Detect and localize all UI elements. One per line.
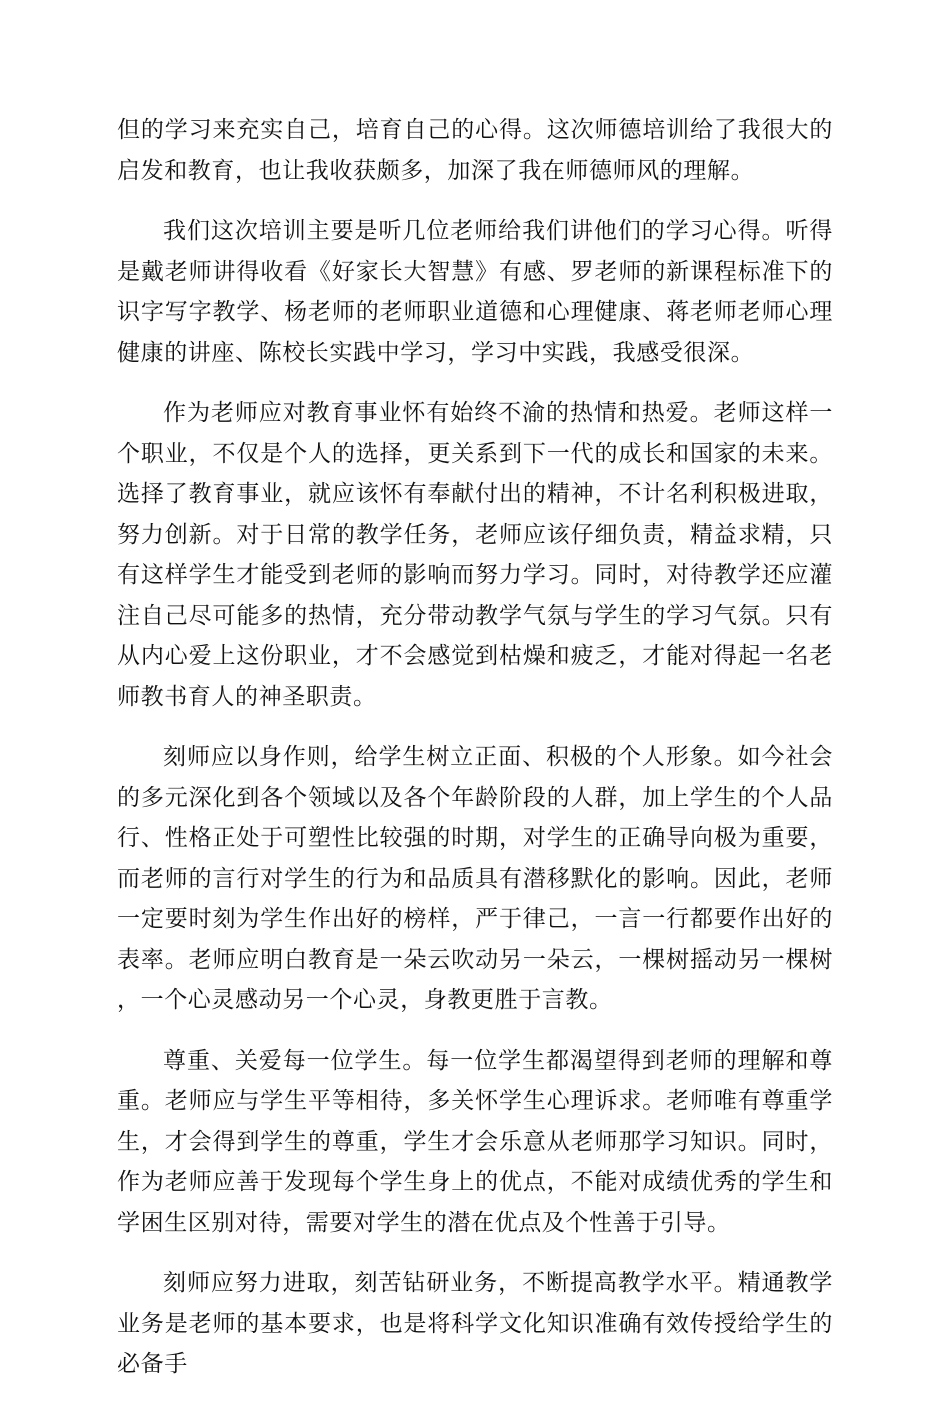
paragraph-lead-by-example: 刻师应以身作则，给学生树立正面、积极的个人形象。如今社会的多元深化到各个领域以及各个年龄阶段的人群，加上学生的个人品行、性格正处于可塑性比较强的时期，对学生的正确导向极为重要，而老师的言行对学生的行为和品质具有潜移默化的影响。因此，老师一定要时刻为学生作出好的榜样，严于律己，一言一行都要作出好的表率。老师应明白教育是一朵云吹动另一朵云，一棵树摇动另一棵树，一个心灵感动另一个心灵，身教更胜于言教。 xyxy=(117,744,833,1013)
paragraph-respect-students: 尊重、关爱每一位学生。每一位学生都渴望得到老师的理解和尊重。老师应与学生平等相待，多关怀学生心理诉求。老师唯有尊重学生，才会得到学生的尊重，学生才会乐意从老师那学习知识。同时，作为老师应善于发现每个学生身上的优点，不能对成绩优秀的学生和学困生区别对待，需要对学生的潜在优点及个性善于引导。 xyxy=(117,1047,833,1236)
document-body xyxy=(117,110,833,1405)
paragraph-passion-for-education: 作为老师应对教育事业怀有始终不渝的热情和热爱。老师这样一个职业，不仅是个人的选择，更关系到下一代的成长和国家的未来。选择了教育事业，就应该怀有奉献付出的精神，不计名利积极进取，努力创新。对于日常的教学任务，老师应该仔细负责，精益求精，只有这样学生才能受到老师的影响而努力学习。同时，对待教学还应灌注自己尽可能多的热情，充分带动教学气氛与学生的学习气氛。只有从内心爱上这份职业，才不会感觉到枯燥和疲乏，才能对得起一名老师教书育人的神圣职责。 xyxy=(117,400,833,710)
paragraph-improve-teaching: 刻师应努力进取，刻苦钻研业务，不断提高教学水平。精通教学业务是老师的基本要求，也是将科学文化知识准确有效传授给学生的必备手 xyxy=(117,1270,833,1377)
paragraph-continuation: 但的学习来充实自己，培育自己的心得。这次师德培训给了我很大的启发和教育，也让我收获颇多，加深了我在师德师风的理解。 xyxy=(117,117,833,184)
paragraph-training-content: 我们这次培训主要是听几位老师给我们讲他们的学习心得。听得是戴老师讲得收看《好家长大智慧》有感、罗老师的新课程标准下的识字写字教学、杨老师的老师职业道德和心理健康、蒋老师老师心理健康的讲座、陈校长实践中学习，学习中实践，我感受很深。 xyxy=(117,218,833,366)
